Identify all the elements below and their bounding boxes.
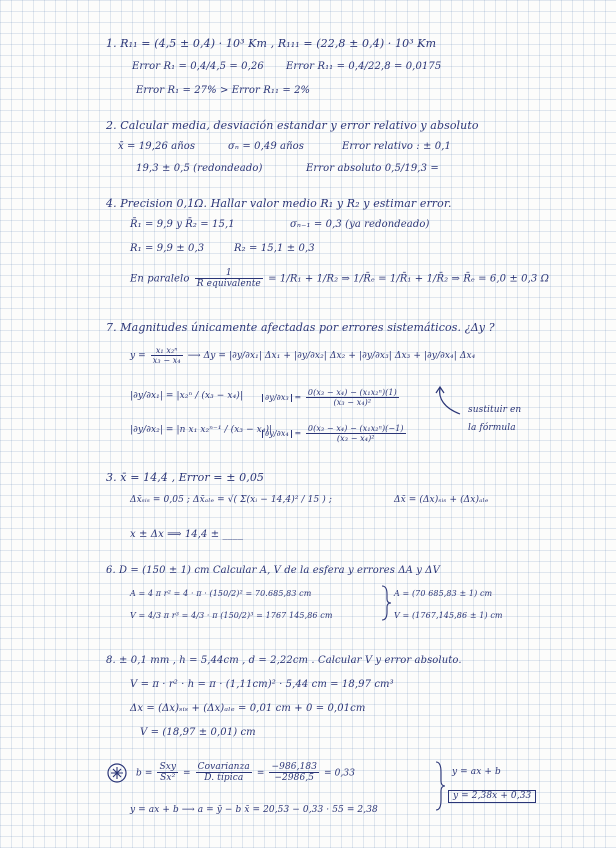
exercise-3-errors: Δx̄ₛᵢₛ = 0,05 ; Δx̄ₐₗₑ = √( Σ(xᵢ − 14,4)² / 15 ) ;	[130, 495, 332, 505]
exercise-6-area: A = 4 π r² = 4 · π · (150/2)² = 70.685,83 cm	[130, 589, 312, 598]
exercise-6-statement: 6. D = (150 ± 1) cm Calcular A, V de la esfera y errores ΔA y ΔV	[106, 565, 440, 576]
partial-x3-fraction	[306, 388, 399, 407]
exercise-2-deviation: σₙ = 0,49 años	[228, 141, 305, 152]
exercise-4-parallel-label: En paralelo	[130, 273, 190, 285]
covariance-numerator: Covarianza	[197, 762, 250, 772]
sxy-fraction	[157, 762, 178, 784]
partial-x3-numerator: 0(x₃ − x₄) − (x₁x₂ⁿ)(1)	[307, 388, 397, 397]
regression-general-form: y = ax + b	[452, 767, 501, 777]
exercise-2-absolute-error: Error absoluto 0,5/19,3 =	[306, 163, 439, 174]
y-numerator: x₁ x₂ⁿ	[151, 346, 183, 356]
covariance-denominator: D. típica	[204, 773, 244, 784]
y-denominator: x₃ − x₄	[152, 356, 181, 366]
exercise-7-statement: 7. Magnitudes únicamente afectadas por errores sistemáticos. ¿Δy ?	[106, 321, 495, 334]
covariance-fraction	[196, 762, 252, 784]
delta-y-expansion: ⟶ Δy = |∂y/∂x₁| Δx₁ + |∂y/∂x₂| Δx₂ + |∂y/∂x₃| Δx₃ + |∂y/∂x₄| Δx₄	[187, 351, 476, 362]
exercise-2-rounded: 19,3 ± 0,5 (redondeado)	[136, 163, 263, 174]
exercise-2-relative-error: Error relativo : ± 0,1	[342, 141, 451, 152]
exercise-4-means: R̄₁ = 9,9 y R̄₂ = 15,1	[130, 219, 235, 230]
exercise-8-statement: 8. ± 0,1 mm , h = 5,44cm , d = 2,22cm . Calcular V y error absoluto.	[106, 655, 462, 666]
y-fraction	[151, 346, 183, 365]
slope-result: = 0,33	[324, 768, 356, 779]
exercise-6-volume: V = 4/3 π r³ = 4/3 · π (150/2)³ = 1767 145,86 cm	[130, 611, 333, 620]
abs-x4: ∂y/∂x₄	[262, 430, 292, 438]
circled-asterisk-icon	[106, 762, 128, 784]
exercise-4-parallel-formula	[130, 268, 549, 290]
partial-x3-denominator: (x₃ − x₄)²	[333, 398, 372, 408]
exercise-6-volume-result: V = (1767,145,86 ± 1) cm	[394, 611, 503, 620]
partial-x4-denominator: (x₃ − x₄)²	[336, 434, 375, 444]
exercise-4-r1: R₁ = 9,9 ± 0,3	[130, 243, 205, 254]
numeric-numerator: −986,183	[271, 762, 318, 772]
exercise-4-deviation: σₙ₋₁ = 0,3 (ya redondeado)	[290, 219, 430, 230]
slope-formula: b = $\frac{\text{Sxy}}{\text{Sx²}}$ = $\frac{\text{Covarianza}}{\text{D. típica}}$ = $\frac{-986,183}{-2986,5}$ = 0,33	[136, 762, 356, 784]
partial-derivative-x2: |∂y/∂x₂| = |n x₁ x₂ⁿ⁻¹ / (x₃ − x₄)|	[130, 425, 273, 435]
slope-label: b =	[136, 768, 153, 779]
exercise-1-comparison: Error R₁ = 27% > Error R₁₁ = 2%	[136, 85, 311, 96]
fraction-numerator: 1	[195, 268, 263, 279]
exercise-4-r2: R₂ = 15,1 ± 0,3	[234, 243, 315, 254]
substitute-note-line1: sustituir en	[468, 405, 522, 415]
exercise-8-error: Δx = (Δx)ₛᵢₛ + (Δx)ₐₗₑ = 0,01 cm + 0 = 0,01cm	[130, 703, 366, 714]
exercise-1-error-r2: Error R₁₁ = 0,4/22,8 = 0,0175	[286, 61, 442, 72]
sxy-numerator: Sxy	[159, 762, 177, 772]
exercise-8-result: V = (18,97 ± 0,01) cm	[140, 727, 256, 738]
partial-x4-fraction	[306, 424, 406, 443]
partial-derivative-x1: |∂y/∂x₁| = |x₂ⁿ / (x₃ − x₄)|	[130, 391, 244, 401]
numeric-fraction	[269, 762, 319, 784]
intercept-formula: y = ax + b ⟶ a = ȳ − b x̄ = 20,53 − 0,33 · 55 = 2,38	[130, 805, 378, 815]
y-label: y =	[130, 351, 146, 362]
substitute-note-line2: la fórmula	[468, 423, 516, 433]
exercise-1-statement: 1. R₁₁ = (4,5 ± 0,4) · 10³ Km , R₁₁₁ = (22,8 ± 0,4) · 10³ Km	[106, 37, 437, 50]
exercise-7-delta-formula	[130, 346, 475, 365]
exercise-2-mean: x̄ = 19,26 años	[118, 141, 196, 152]
partial-derivative-x4: ∂y/∂x₄ = $\frac{\text{0(x₃ − x₄) − (x₁x₂ⁿ)(−1)}}{\text{(x₃ − x₄)²}}$	[262, 424, 408, 443]
partial-x4-numerator: 0(x₃ − x₄) − (x₁x₂ⁿ)(−1)	[307, 424, 404, 433]
equivalent-resistance-fraction	[195, 268, 263, 290]
right-brace-icon	[434, 760, 446, 812]
regression-line-result: y = 2,38x + 0,33	[448, 790, 536, 803]
right-brace-icon	[380, 584, 392, 622]
exercise-3-statement: 3. x̄ = 14,4 , Error = ± 0,05	[106, 471, 265, 484]
exercise-4-parallel-result: = 1/R₁ + 1/R₂ ⇒ 1/R̄ₑ = 1/R̄₁ + 1/R̄₂ ⇒ R̄ₑ = 6,0 ± 0,3 Ω	[268, 273, 550, 285]
abs-x3: ∂y/∂x₃	[262, 394, 292, 402]
exercise-3-total-error: Δx̄ = (Δx)ₛᵢₛ + (Δx)ₐₗₑ	[394, 495, 489, 505]
exercise-6-area-result: A = (70 685,83 ± 1) cm	[394, 589, 493, 598]
numeric-denominator: −2986,5	[274, 773, 315, 784]
exercise-8-volume: V = π · r² · h = π · (1,11cm)² · 5,44 cm = 18,97 cm³	[130, 679, 394, 690]
pointer-arrow-icon	[430, 384, 470, 418]
exercise-1-error-r1: Error R₁ = 0,4/4,5 = 0,26	[132, 61, 264, 72]
sxy-denominator: Sx²	[160, 773, 176, 784]
exercise-4-statement: 4. Precision 0,1Ω. Hallar valor medio R₁ y R₂ y estimar error.	[106, 197, 452, 210]
exercise-2-statement: 2. Calcular media, desviación estandar y error relativo y absoluto	[106, 119, 479, 132]
partial-derivative-x3: ∂y/∂x₃ = $\frac{\text{0(x₃ − x₄) − (x₁x₂ⁿ)(1)}}{\text{(x₃ − x₄)²}}$	[262, 388, 401, 407]
fraction-denominator: R equivalente	[196, 279, 261, 290]
exercise-3-result: x ± Δx ⟹ 14,4 ± ____	[130, 529, 243, 540]
